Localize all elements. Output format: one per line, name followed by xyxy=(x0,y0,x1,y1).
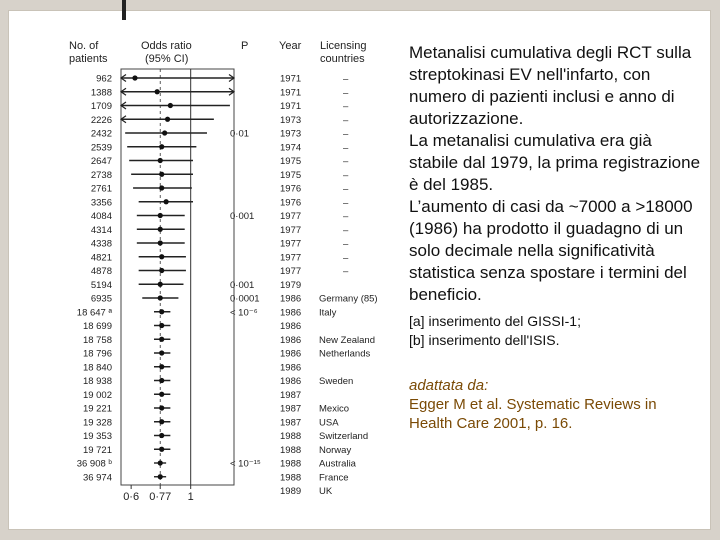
row-point-estimate xyxy=(159,185,164,190)
row-point-estimate xyxy=(159,323,164,328)
row-p-value: < 10⁻⁶ xyxy=(230,307,258,319)
row-year: 1986 xyxy=(280,362,302,374)
header-licensing-2: countries xyxy=(320,53,365,65)
row-year: 1977 xyxy=(280,224,302,236)
header-odds-ratio-2: (95% CI) xyxy=(145,53,189,65)
footnotes xyxy=(409,312,704,350)
row-patients: 18 758 xyxy=(82,334,112,346)
row-licensing-country: – xyxy=(343,252,349,264)
row-year: 1973 xyxy=(280,128,302,140)
row-licensing-country: – xyxy=(343,197,349,209)
row-patients: 2647 xyxy=(90,156,112,167)
row-point-estimate xyxy=(159,309,164,314)
footnote-b: [b] inserimento dell'ISIS. xyxy=(409,332,560,348)
row-patients: 1388 xyxy=(90,87,112,99)
row-patients: 19 721 xyxy=(82,444,112,456)
row-patients: 19 328 xyxy=(82,417,112,429)
row-year: 1979 xyxy=(280,279,302,291)
row-patients: 4314 xyxy=(90,224,112,236)
header-patients-1: No. of xyxy=(69,40,99,52)
row-point-estimate xyxy=(158,295,163,300)
row-patients: 18 699 xyxy=(82,321,112,332)
summary-paragraph-1: Metanalisi cumulativa degli RCT sulla streptokinasi EV nell'infarto, con numero di pazienti inclusi e anno di autorizzazione. xyxy=(409,43,692,128)
row-patients: 36 908 ᵇ xyxy=(76,458,112,470)
row-licensing-country: Netherlands xyxy=(319,348,371,360)
source-reference: Egger M et al. Systematic Reviews in Health Care 2001, p. 16. xyxy=(409,396,657,432)
row-year: 1987 xyxy=(280,417,302,429)
row-licensing-country: – xyxy=(343,224,349,236)
row-patients: 4084 xyxy=(90,211,112,222)
row-licensing-country: – xyxy=(343,114,349,126)
row-point-estimate xyxy=(158,158,163,163)
row-point-estimate xyxy=(159,172,164,177)
row-year: 1975 xyxy=(280,169,302,181)
row-patients: 18 647 ª xyxy=(76,307,112,319)
row-patients: 19 002 xyxy=(82,389,112,401)
row-p-value: 0·0001 xyxy=(230,293,260,305)
row-p-value: 0·001 xyxy=(230,279,255,291)
row-licensing-country: – xyxy=(343,87,349,99)
row-licensing-country: New Zealand xyxy=(319,334,375,346)
row-licensing-country: France xyxy=(319,472,349,484)
header-licensing-1: Licensing xyxy=(320,40,367,52)
row-patients: 2432 xyxy=(90,128,112,140)
row-licensing-country: – xyxy=(343,183,349,195)
header-p: P xyxy=(241,40,249,52)
header-year: Year xyxy=(279,40,302,52)
header-patients-2: patients xyxy=(69,53,108,65)
row-licensing-country: Germany (85) xyxy=(319,293,378,305)
row-year: 1974 xyxy=(280,142,302,154)
row-licensing-country: Australia xyxy=(319,458,356,470)
row-patients: 2539 xyxy=(90,142,112,154)
row-point-estimate xyxy=(159,447,164,452)
row-year: 1987 xyxy=(280,403,302,415)
row-year: 1977 xyxy=(280,266,302,277)
row-licensing-country: Switzerland xyxy=(319,431,369,442)
row-year: 1986 xyxy=(280,348,302,360)
row-patients: 962 xyxy=(96,73,112,85)
row-patients: 2738 xyxy=(90,169,112,181)
row-point-estimate xyxy=(158,227,163,232)
text-panel xyxy=(409,42,704,433)
row-patients: 18 796 xyxy=(82,348,112,360)
row-point-estimate xyxy=(164,199,169,204)
row-licensing-country: Norway xyxy=(319,444,352,456)
row-year: 1988 xyxy=(280,472,302,484)
row-p-value: 0·001 xyxy=(230,211,255,222)
row-year: 1988 xyxy=(280,431,302,442)
source-citation xyxy=(409,376,704,433)
row-licensing-country: USA xyxy=(319,417,339,429)
row-year: 1975 xyxy=(280,156,302,167)
row-point-estimate xyxy=(159,392,164,397)
x-tick-label: 1 xyxy=(187,491,194,503)
row-patients: 36 974 xyxy=(82,472,112,484)
row-point-estimate xyxy=(158,282,163,287)
row-licensing-country: UK xyxy=(319,486,333,497)
row-point-estimate xyxy=(159,378,164,383)
source-label: adattata da: xyxy=(409,377,489,394)
row-point-estimate xyxy=(168,103,173,108)
row-point-estimate xyxy=(159,405,164,410)
row-licensing-country: Mexico xyxy=(319,403,350,415)
row-point-estimate xyxy=(158,474,163,479)
row-patients: 19 221 xyxy=(82,403,112,415)
plot-frame xyxy=(121,69,234,485)
row-year: 1989 xyxy=(280,486,302,497)
row-year: 1986 xyxy=(280,293,302,305)
row-point-estimate xyxy=(165,117,170,122)
row-year: 1988 xyxy=(280,444,302,456)
row-licensing-country: – xyxy=(343,128,349,140)
row-p-value: 0·01 xyxy=(230,128,250,140)
row-patients: 3356 xyxy=(90,197,112,209)
column-headers xyxy=(69,40,366,65)
row-patients: 18 938 xyxy=(82,376,112,387)
row-point-estimate xyxy=(159,254,164,259)
row-patients: 6935 xyxy=(90,293,112,305)
x-tick-label: 0·77 xyxy=(149,491,172,503)
row-point-estimate xyxy=(159,350,164,355)
row-point-estimate xyxy=(159,419,164,424)
row-licensing-country: – xyxy=(343,238,349,250)
row-point-estimate xyxy=(158,240,163,245)
row-licensing-country: – xyxy=(343,73,349,85)
row-licensing-country: – xyxy=(343,101,349,112)
row-point-estimate xyxy=(162,130,167,135)
row-point-estimate xyxy=(159,268,164,273)
row-licensing-country: – xyxy=(343,142,349,154)
row-point-estimate xyxy=(158,460,163,465)
x-tick-label: 0·6 xyxy=(123,491,140,503)
row-patients: 1709 xyxy=(90,101,112,112)
row-point-estimate xyxy=(159,144,164,149)
row-patients: 19 353 xyxy=(82,431,112,442)
row-point-estimate xyxy=(158,213,163,218)
footnote-a: [a] inserimento del GISSI-1; xyxy=(409,313,581,329)
row-licensing-country: – xyxy=(343,169,349,181)
summary-paragraph-3: L’aumento di casi da ~7000 a >18000 (1986) ha prodotto il guadagno di un solo decimale nella significatività statistica senza spostare i termini del beneficio. xyxy=(409,197,693,304)
row-licensing-country: Sweden xyxy=(319,376,354,387)
row-point-estimate xyxy=(159,433,164,438)
row-patients: 4821 xyxy=(90,252,112,264)
row-year: 1971 xyxy=(280,73,302,85)
row-year: 1986 xyxy=(280,321,302,332)
row-patients: 2226 xyxy=(90,114,112,126)
row-point-estimate xyxy=(159,337,164,342)
row-year: 1977 xyxy=(280,252,302,264)
row-patients: 18 840 xyxy=(82,362,112,374)
row-year: 1973 xyxy=(280,114,302,126)
row-licensing-country: Italy xyxy=(319,307,337,319)
row-year: 1987 xyxy=(280,389,302,401)
row-licensing-country: – xyxy=(343,266,349,277)
summary-paragraph-2: La metanalisi cumulativa era già stabile dal 1979, la prima registrazione è del 1985. xyxy=(409,131,701,194)
header-odds-ratio-1: Odds ratio xyxy=(141,40,192,52)
row-patients: 2761 xyxy=(90,183,112,195)
summary-text xyxy=(409,42,704,306)
row-year: 1971 xyxy=(280,87,302,99)
row-point-estimate xyxy=(159,364,164,369)
row-point-estimate xyxy=(132,75,137,80)
row-patients: 4878 xyxy=(90,266,112,277)
row-year: 1976 xyxy=(280,197,302,209)
row-point-estimate xyxy=(155,89,160,94)
row-licensing-country: – xyxy=(343,211,349,222)
row-year: 1977 xyxy=(280,238,302,250)
row-year: 1971 xyxy=(280,101,302,112)
row-year: 1977 xyxy=(280,211,302,222)
row-year: 1986 xyxy=(280,376,302,387)
row-year: 1976 xyxy=(280,183,302,195)
row-patients: 5194 xyxy=(90,279,112,291)
row-year: 1986 xyxy=(280,334,302,346)
row-patients: 4338 xyxy=(90,238,112,250)
row-licensing-country: – xyxy=(343,156,349,167)
row-p-value: < 10⁻¹⁵ xyxy=(230,458,261,470)
row-year: 1988 xyxy=(280,458,302,470)
row-year: 1986 xyxy=(280,307,302,319)
